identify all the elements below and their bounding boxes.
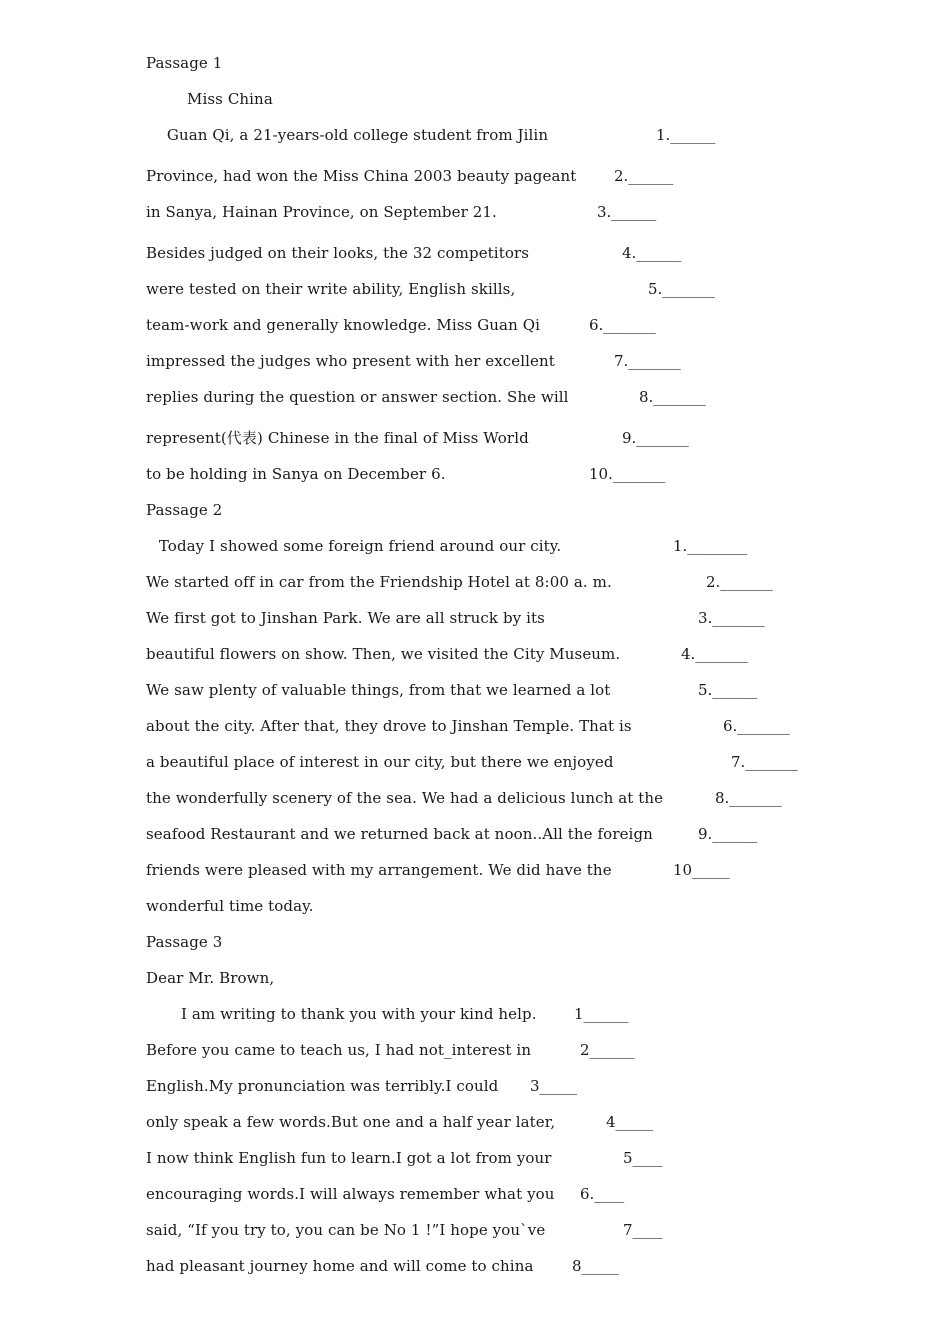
passage-1-heading: Passage 1 (146, 54, 223, 72)
answer-blank: 10_____ (673, 861, 730, 879)
passage-2-line: We started off in car from the Friendship Hotel at 8:00 a. m. (146, 573, 612, 591)
passage-1-line: impressed the judges who present with her excellent (146, 352, 555, 370)
letter-salutation: Dear Mr. Brown, (146, 969, 275, 987)
passage-2-line: a beautiful place of interest in our city, but there we enjoyed (146, 753, 614, 771)
answer-blank: 2._______ (706, 573, 773, 591)
passage-2-line: beautiful flowers on show. Then, we visited the City Museum. (146, 645, 621, 663)
passage-3-line: I now think English fun to learn.I got a lot from your (146, 1149, 552, 1167)
answer-blank: 2______ (580, 1041, 635, 1059)
passage-2-line: We saw plenty of valuable things, from that we learned a lot (146, 681, 611, 699)
passage-3-line: English.My pronunciation was terribly.I could (146, 1077, 499, 1095)
answer-blank: 8._______ (639, 388, 706, 406)
passage-1-line: Guan Qi, a 21-years-old college student from Jilin (162, 126, 549, 144)
answer-blank: 1______ (574, 1005, 629, 1023)
answer-blank: 3_____ (530, 1077, 578, 1095)
passage-1-title: Miss China (187, 90, 273, 108)
answer-blank: 6._______ (589, 316, 656, 334)
passage-1-line: replies during the question or answer section. She will (146, 388, 569, 406)
passage-1-line: were tested on their write ability, English skills, (146, 280, 516, 298)
answer-blank: 4_____ (606, 1113, 654, 1131)
answer-blank: 5._______ (648, 280, 715, 298)
passage-3-line: had pleasant journey home and will come to china (146, 1257, 534, 1275)
answer-blank: 4.______ (622, 244, 682, 262)
answer-blank: 7._______ (731, 753, 798, 771)
passage-2-line: wonderful time today. (146, 897, 314, 915)
passage-3-line: encouraging words.I will always remember what you (146, 1185, 555, 1203)
answer-blank: 4._______ (681, 645, 748, 663)
answer-blank: 8_____ (572, 1257, 620, 1275)
answer-blank: 2.______ (614, 167, 674, 185)
answer-blank: 9._______ (622, 429, 689, 447)
passage-3-line: Before you came to teach us, I had not_interest in (146, 1041, 532, 1059)
passage-1-line: represent(代表) Chinese in the final of Miss World (146, 429, 529, 447)
answer-blank: 3._______ (698, 609, 765, 627)
answer-blank: 1.________ (673, 537, 748, 555)
passage-3-heading: Passage 3 (146, 933, 223, 951)
answer-blank: 10._______ (589, 465, 666, 483)
answer-blank: 8._______ (715, 789, 782, 807)
passage-1-line: Province, had won the Miss China 2003 beauty pageant (146, 167, 577, 185)
passage-2-line: friends were pleased with my arrangement. We did have the (146, 861, 612, 879)
passage-1-line: to be holding in Sanya on December 6. (146, 465, 446, 483)
passage-2-line: seafood Restaurant and we returned back at noon..All the foreign (146, 825, 653, 843)
answer-blank: 6._______ (723, 717, 790, 735)
passage-1-line: team-work and generally knowledge. Miss Guan Qi (146, 316, 541, 334)
answer-blank: 7._______ (614, 352, 681, 370)
passage-3-line: I am writing to thank you with your kind help. (181, 1005, 537, 1023)
passage-2-line: Today I showed some foreign friend around our city. (154, 537, 562, 555)
answer-blank: 5.______ (698, 681, 758, 699)
passage-2-heading: Passage 2 (146, 501, 223, 519)
answer-blank: 7____ (623, 1221, 663, 1239)
passage-3-line: said, “If you try to, you can be No 1 !”I hope you`ve (146, 1221, 546, 1239)
passage-3-line: only speak a few words.But one and a half year later, (146, 1113, 556, 1131)
passage-1-line: in Sanya, Hainan Province, on September 21. (146, 203, 497, 221)
passage-2-line: about the city. After that, they drove to Jinshan Temple. That is (146, 717, 632, 735)
passage-2-line: We first got to Jinshan Park. We are all struck by its (146, 609, 545, 627)
answer-blank: 6.____ (580, 1185, 625, 1203)
answer-blank: 3.______ (597, 203, 657, 221)
answer-blank: 5____ (623, 1149, 663, 1167)
answer-blank: 1.______ (656, 126, 716, 144)
passage-2-line: the wonderfully scenery of the sea. We had a delicious lunch at the (146, 789, 664, 807)
passage-1-line: Besides judged on their looks, the 32 competitors (146, 244, 530, 262)
answer-blank: 9.______ (698, 825, 758, 843)
